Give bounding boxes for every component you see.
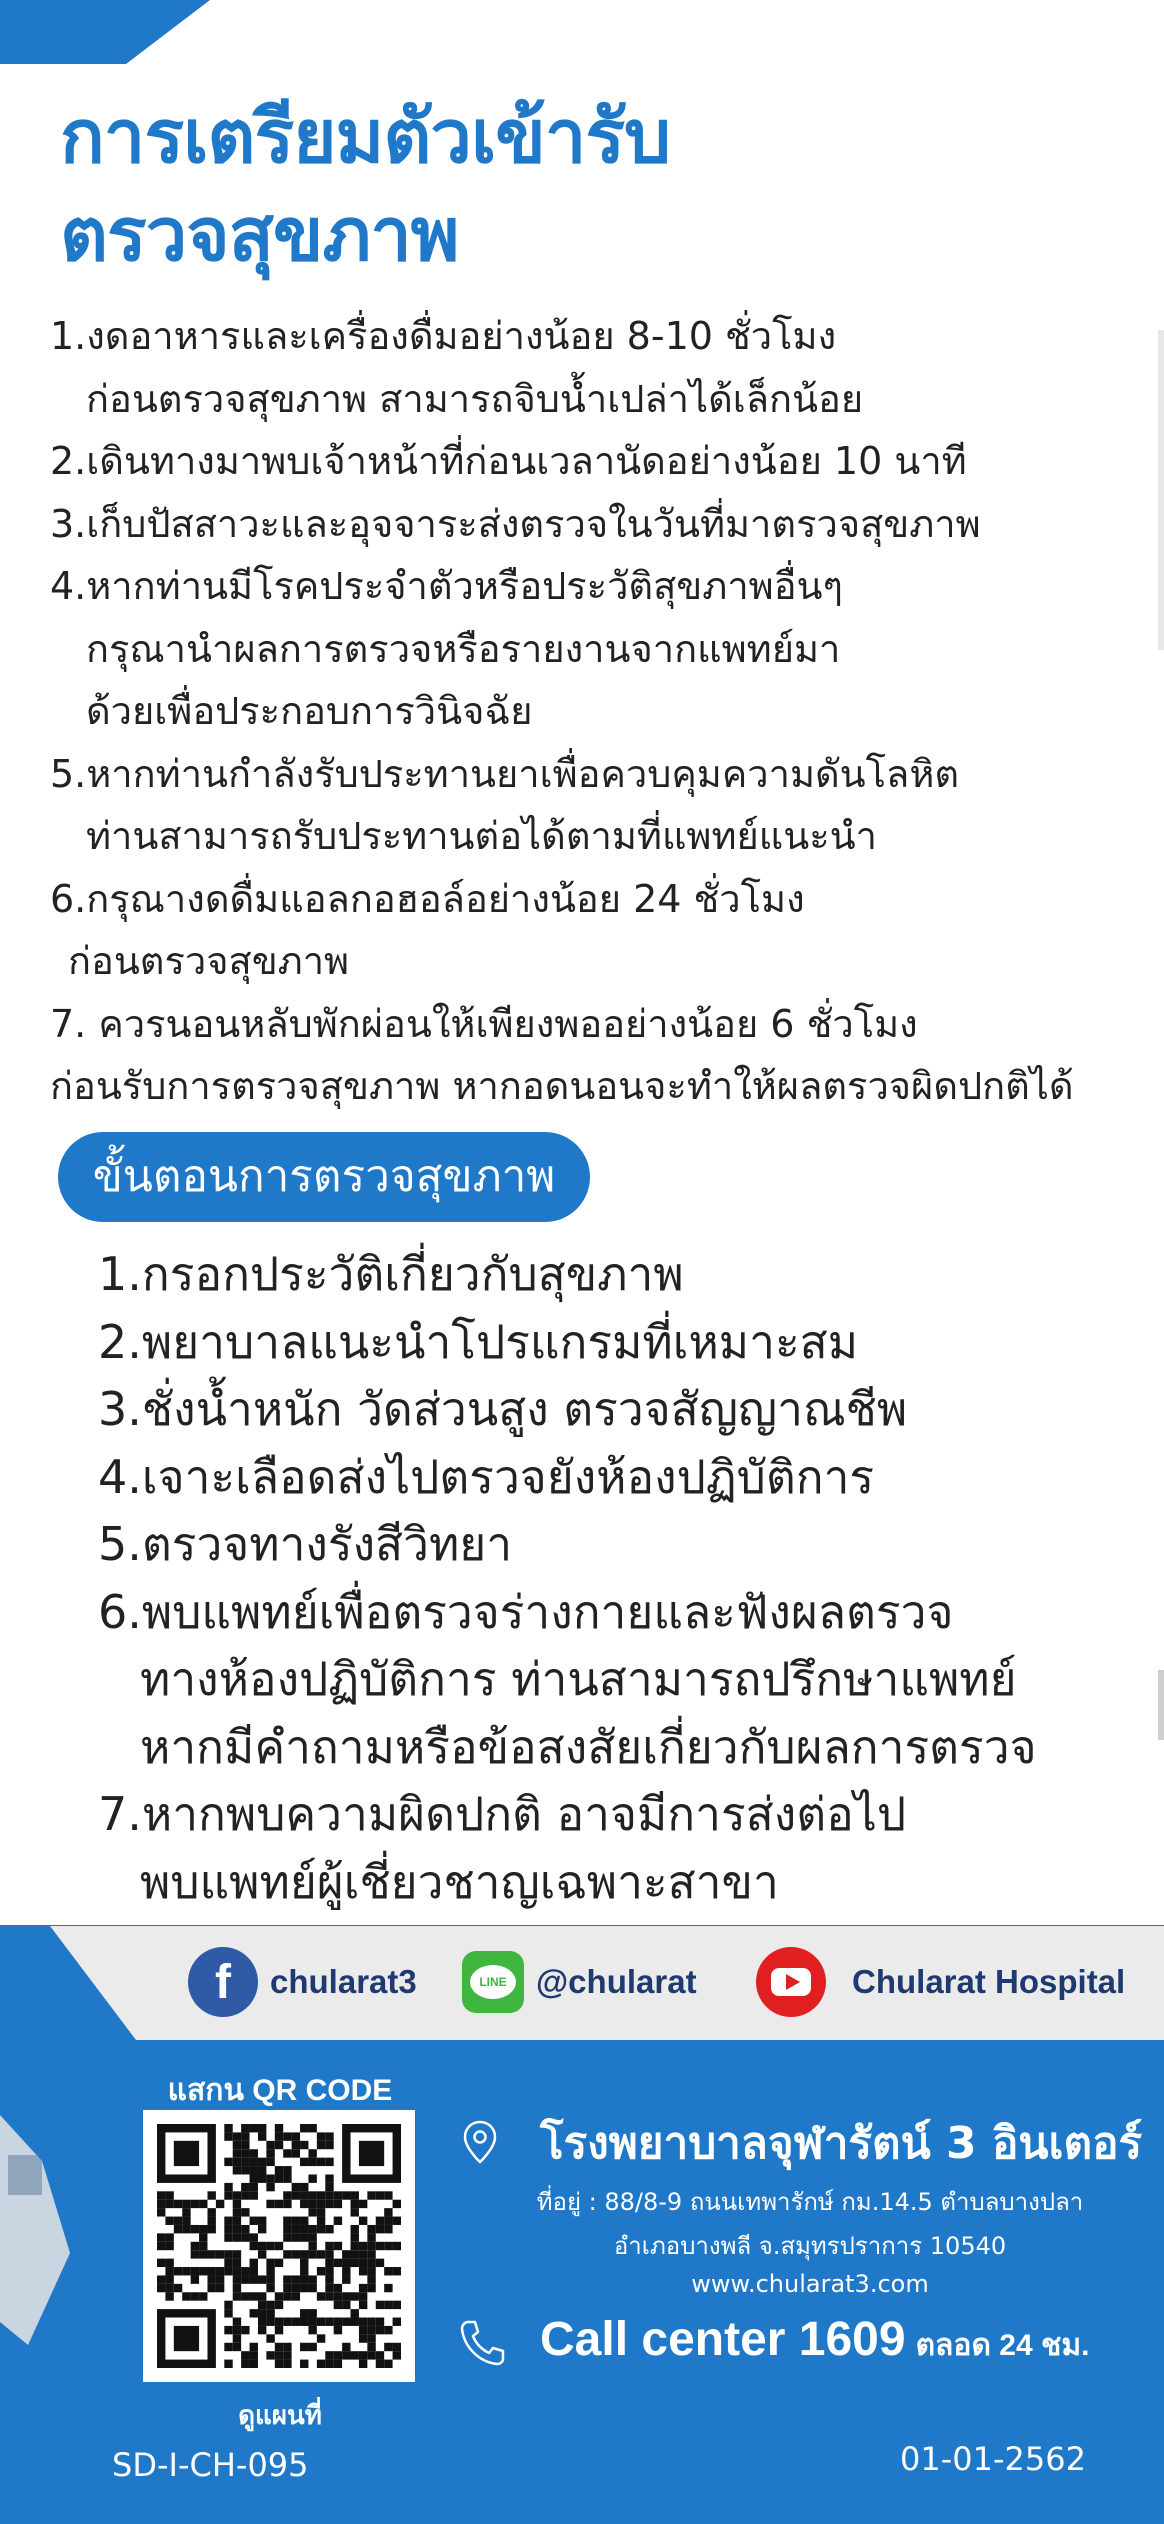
document-code: SD-I-CH-095 [112,2446,309,2484]
steps-heading-badge: ขั้นตอนการตรวจสุขภาพ [58,1132,590,1222]
preparation-list [50,305,1130,1118]
qr-code-image [157,2124,401,2368]
prep-line: 3.เก็บปัสสาวะและอุจจาระส่งตรวจในวันที่มาตรวจสุขภาพ [50,501,981,546]
prep-line: 1.งดอาหารและเครื่องดื่มอย่างน้อย 8-10 ชั่วโมง [50,314,837,358]
step-line: 2.พยาบาลแนะนำโปรแกรมที่เหมาะสม [98,1314,859,1369]
call-center-hours: ตลอด 24 ชม. [915,2329,1090,2362]
qr-label: แสกน QR CODE [167,2074,393,2107]
line-handle: @chularat [536,1963,697,2000]
youtube-link[interactable] [756,1946,1125,2018]
call-center[interactable] [540,2312,1089,2369]
step-line: 5.ตรวจทางรังสีวิทยา [98,1517,513,1571]
steps-list [98,1241,1138,1916]
youtube-icon [756,1947,826,2017]
step-line: 4.เจาะเลือดส่งไปตรวจยังห้องปฏิบัติการ [98,1449,875,1504]
prep-line: 7. ควรนอนหลับพักผ่อนให้เพียงพออย่างน้อย 6 ชั่วโมง [50,1001,918,1046]
step-line: 7.หากพบความผิดปกติ อาจมีการส่งต่อไป [98,1787,907,1841]
phone-icon [458,2318,506,2368]
prep-line: กรุณานำผลการตรวจหรือรายงานจากแพทย์มา [86,626,841,671]
title-line-1: การเตรียมตัวเข้ารับ [60,94,671,180]
step-line: 6.พบแพทย์เพื่อตรวจร่างกายและฟังผลตรวจ [98,1584,954,1639]
corner-accent [0,0,210,64]
prep-line: ท่านสามารถรับประทานต่อได้ตามที่แพทย์แนะนำ [86,814,877,858]
step-line: หากมีคำถามหรือข้อสงสัยเกี่ยวกับผลการตรวจ [140,1719,1037,1774]
line-icon-text: LINE [470,1965,516,1999]
edge-strip [1158,330,1164,650]
call-center-number: Call center 1609 [540,2313,906,2366]
prep-line: 2.เดินทางมาพบเจ้าหน้าที่ก่อนเวลานัดอย่างน้อย 10 นาที [50,439,967,483]
youtube-handle: Chularat Hospital [852,1963,1126,2000]
step-line: พบแพทย์ผู้เชี่ยวชาญเฉพาะสาขา [140,1854,779,1909]
step-line: ทางห้องปฏิบัติการ ท่านสามารถปรึกษาแพทย์ [140,1652,1017,1706]
prep-line: 6.กรุณางดดื่มแอลกอฮอล์อย่างน้อย 24 ชั่วโมง [50,876,805,921]
prep-line: ก่อนตรวจสุขภาพ [68,939,350,983]
facebook-icon: f [188,1947,258,2017]
address-line-1: ที่อยู่ : 88/8-9 ถนนเทพารักษ์ กม.14.5 ตำบลบางปลา [536,2188,1084,2216]
step-line: 3.ชั่งน้ำหนัก วัดส่วนสูง ตรวจสัญญาณชีพ [98,1382,908,1436]
step-line: 1.กรอกประวัติเกี่ยวกับสุขภาพ [98,1247,684,1301]
document-date: 01-01-2562 [900,2440,1086,2478]
edge-strip-lower [1158,1670,1164,1740]
prep-line: ด้วยเพื่อประกอบการวินิจฉัย [86,689,533,733]
hospital-name: โรงพยาบาลจุฬารัตน์ 3 อินเตอร์ [540,2118,1143,2169]
page-title [60,88,670,284]
prep-line: 5.หากท่านกำลังรับประทานยาเพื่อควบคุมความดันโลหิต [50,751,960,796]
line-link[interactable] [462,1946,697,2018]
location-pin-icon [462,2120,498,2164]
address-line-2: อำเภอบางพลี จ.สมุทรปราการ 10540 [613,2232,1007,2260]
qr-code[interactable] [143,2110,415,2382]
prep-line: ก่อนตรวจสุขภาพ สามารถจิบน้ำเปล่าได้เล็กน้อย [86,376,864,421]
prep-line: 4.หากท่านมีโรคประจำตัวหรือประวัติสุขภาพอื่นๆ [50,564,843,608]
facebook-link[interactable] [188,1946,417,2018]
facebook-handle: chularat3 [270,1963,417,2000]
prep-line: ก่อนรับการตรวจสุขภาพ หากอดนอนจะทำให้ผลตรวจผิดปกติได้ [50,1064,1074,1108]
line-icon [462,1951,524,2013]
qr-map-caption: ดูแผนที่ [238,2401,322,2431]
website-link[interactable]: www.chularat3.com [691,2270,929,2298]
title-line-2: ตรวจสุขภาพ [60,192,459,278]
